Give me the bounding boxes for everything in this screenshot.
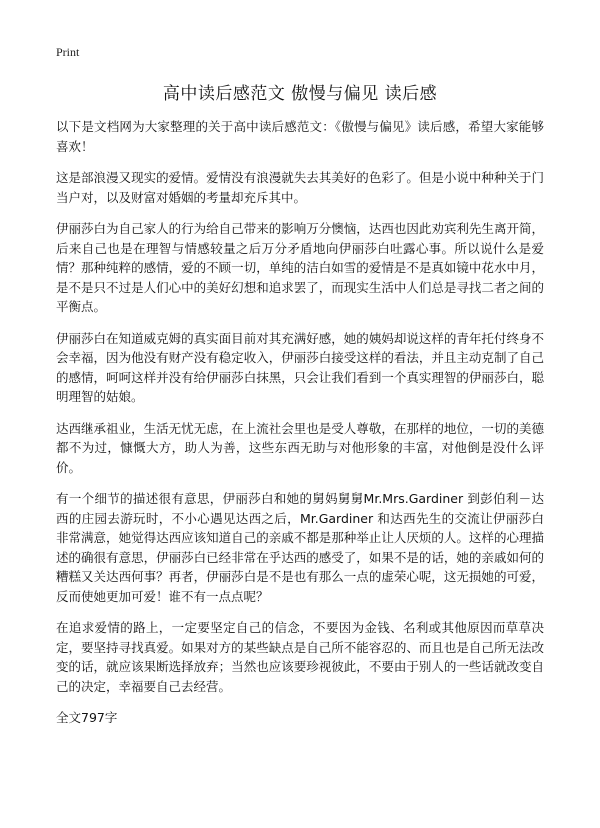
paragraph-gardiner-detail: 有一个细节的描述很有意思，伊丽莎白和她的舅妈舅舅Mr.Mrs.Gardiner 到彭伯利－达西的庄园去游玩时，不小心遇见达西之后，Mr.Gardiner 和达西先生的交流让伊丽莎白非常满意，她觉得达西应该知道自己的亲戚不都是那种举止让人厌烦的人。这样的心理描述的确很有意思，伊丽莎白已经非常在乎达西的感受了，如果不是的话，她的亲戚如何的糟糕又关达西何事？再者，伊丽莎白是不是也有那么一点的虚荣心呢，这无损她的可爱，反而使她更加可爱！谁不有一点点呢？ bbox=[56, 491, 544, 604]
paragraph-realism: 这是部浪漫又现实的爱情。爱情没有浪漫就失去其美好的色彩了。但是小说中种种关于门当户对，以及财富对婚姻的考量却充斥其中。 bbox=[56, 170, 544, 205]
document-title: 高中读后感范文 傲慢与偏见 读后感 bbox=[162, 84, 438, 104]
print-link[interactable]: Print bbox=[56, 45, 80, 59]
paragraph-intro: 以下是文档网为大家整理的关于高中读后感范文：《傲慢与偏见》读后感，希望大家能够喜欢！ bbox=[56, 119, 544, 154]
paragraph-wickham: 伊丽莎白在知道威克姆的真实面目前对其充满好感，她的姨妈却说这样的青年托付终身不会幸福，因为他没有财产没有稳定收入，伊丽莎白接受这样的看法，并且主动克制了自己的感情，呵呵这样并没有给伊丽莎白抹黑，只会让我们看到一个真实理智的伊丽莎白，聪明理智的姑娘。 bbox=[56, 330, 544, 404]
paragraph-darcy: 达西继承祖业，生活无忧无虑，在上流社会里也是受人尊敬，在那样的地位，一切的美德都不为过，慷慨大方，助人为善，这些东西无助与对他形象的丰富，对他倒是没什么评价。 bbox=[56, 420, 544, 475]
document-body bbox=[56, 117, 544, 728]
paragraph-conclusion: 在追求爱情的路上，一定要坚定自己的信念，不要因为金钱、名利或其他原因而草草决定，要坚持寻找真爱。如果对方的某些缺点是自己所不能容忍的、而且也是自己所无法改变的话，就应该果断选择放弃；当然也应该要珍视彼此，不要由于别人的一些话就改变自己的决定，幸福要自己去经营。 bbox=[56, 620, 544, 694]
word-count: 全文797字 bbox=[56, 710, 118, 725]
paragraph-elizabeth-family: 伊丽莎白为自己家人的行为给自己带来的影响万分懊恼，达西也因此劝宾利先生离开简，后来自己也是在理智与情感较量之后万分矛盾地向伊丽莎白吐露心事。所以说什么是爱情？那种纯粹的感情，爱的不顾一切，单纯的洁白如雪的爱情是不是真如镜中花水中月，是不是只不过是人们心中的美好幻想和追求罢了，而现实生活中人们总是寻找二者之间的平衡点。 bbox=[56, 221, 544, 314]
